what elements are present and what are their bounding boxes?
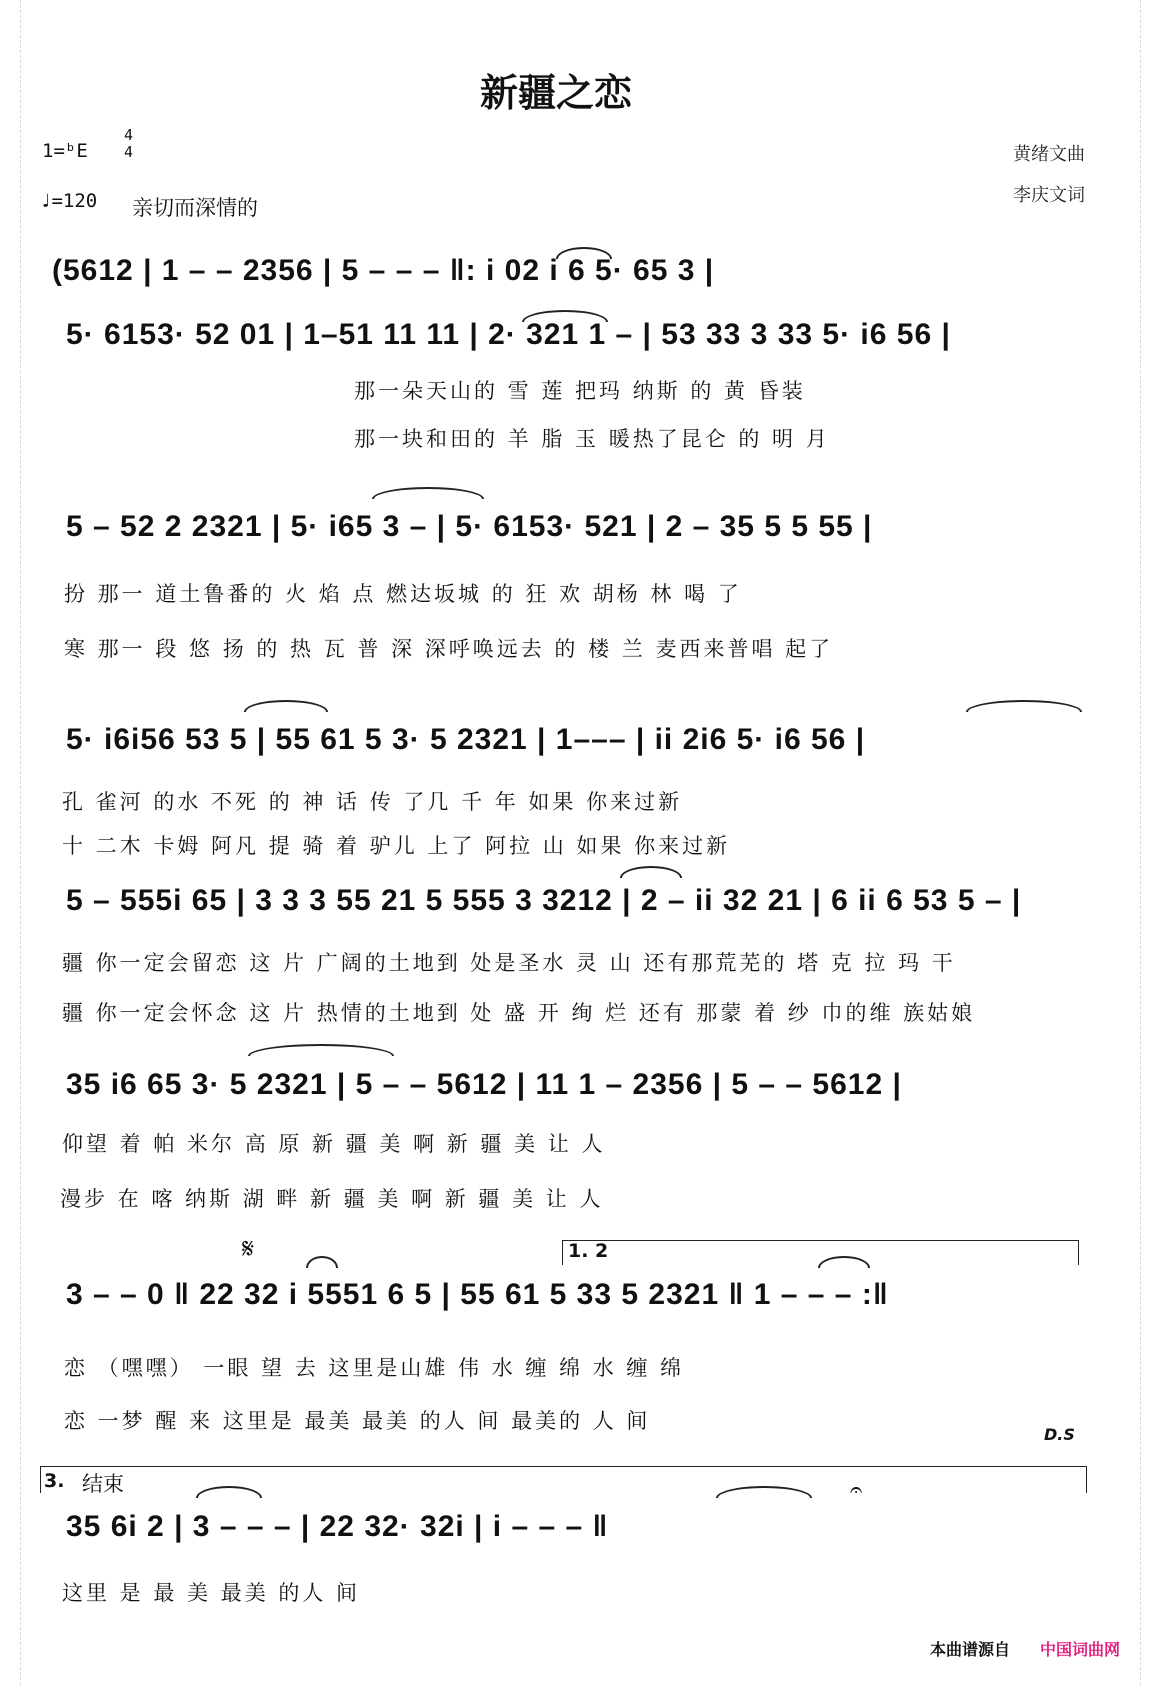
score-line-7: 3 – – 0 ‖ 22 32 i 5551 6 5 | 55 61 5 33 5 2321 ‖ 1 – – – :‖: [66, 1278, 889, 1311]
left-watermark-strip: [4, 0, 21, 1685]
lyric-line-4-verse-1: 孔 雀河 的水 不死 的 神 话 传 了几 千 年 如果 你来过新: [62, 790, 683, 814]
score-line-5: 5 – 555i 65 | 3 3 3 55 21 5 555 3 3212 | 2 – ii 32 21 | 6 ii 6 53 5 – |: [66, 884, 1022, 917]
lyric-line-7-verse-1: 恋 （嘿嘿） 一眼 望 去 这里是山雄 伟 水 缠 绵 水 缠 绵: [64, 1356, 685, 1380]
lyric-line-8-verse-1: 这里 是 最 美 最美 的人 间: [62, 1581, 361, 1605]
lyric-line-2-verse-2: 那一块和田的 羊 脂 玉 暖热了昆仑 的 明 月: [354, 427, 830, 451]
lyric-line-3-verse-1: 扮 那一 道土鲁番的 火 焰 点 燃达坂城 的 狂 欢 胡杨 林 喝 了: [64, 582, 742, 606]
lyric-line-5-verse-1: 疆 你一定会留恋 这 片 广阔的土地到 处是圣水 灵 山 还有那荒芜的 塔 克 拉 玛 干: [62, 951, 956, 975]
slur-mark: [556, 247, 612, 259]
segno-sign: 𝄋: [242, 1232, 255, 1265]
fermata-icon: 𝄐: [850, 1478, 863, 1503]
right-watermark-strip: [1140, 0, 1157, 1685]
score-line-6: 35 i6 65 3· 5 2321 | 5 – – 5612 | 11 1 – 2356 | 5 – – 5612 |: [66, 1068, 902, 1101]
score-line-2: 5· 6153· 52 01 | 1–51 11 11 | 2· 321 1 – | 53 33 3 33 5· i6 56 |: [66, 318, 951, 351]
lyric-line-6-verse-2: 漫步 在 喀 纳斯 湖 畔 新 疆 美 啊 新 疆 美 让 人: [60, 1187, 604, 1211]
lyricist-credit: 李庆文词: [1013, 185, 1085, 206]
lyric-line-2-verse-1: 那一朵天山的 雪 莲 把玛 纳斯 的 黄 昏装: [354, 379, 806, 403]
slur-mark: [306, 1256, 338, 1268]
time-signature: [124, 127, 133, 161]
source-label: 本曲谱源自: [930, 1640, 1011, 1659]
slur-mark: [966, 700, 1082, 712]
ending-label: 结束: [82, 1472, 124, 1496]
tempo-mark: ♩=120: [40, 190, 98, 212]
third-ending-bracket: [40, 1466, 1087, 1493]
song-title: 新疆之恋: [480, 71, 633, 115]
source-site-link[interactable]: 中国词曲网: [1040, 1640, 1121, 1659]
slur-mark: [244, 700, 328, 712]
key-signature: 1=ᵇE: [42, 140, 88, 162]
score-line-1: (5612 | 1 – – 2356 | 5 – – – ‖: i 02 i 6 5· 65 3 |: [52, 254, 715, 287]
slur-mark: [620, 866, 682, 878]
score-line-4: 5· i6i56 53 5 | 55 61 5 3· 5 2321 | 1––– | ii 2i6 5· i6 56 |: [66, 723, 866, 756]
lyric-line-7-verse-2: 恋 一梦 醒 来 这里是 最美 最美 的人 间 最美的 人 间: [64, 1409, 651, 1433]
time-signature-bottom: 4: [124, 143, 134, 161]
expression-mark: 亲切而深情的: [132, 196, 258, 220]
slur-mark: [248, 1044, 394, 1056]
score-line-8: 35 6i 2 | 3 – – – | 22 32· 32i | i – – – ‖: [66, 1510, 609, 1543]
lyric-line-3-verse-2: 寒 那一 段 悠 扬 的 热 瓦 普 深 深呼唤远去 的 楼 兰 麦西来普唱 起了: [64, 637, 834, 661]
score-line-3: 5 – 52 2 2321 | 5· i65 3 – | 5· 6153· 521 | 2 – 35 5 5 55 |: [66, 510, 873, 543]
composer-credit: 黄绪文曲: [1013, 144, 1085, 165]
time-signature-top: 4: [124, 126, 134, 144]
lyric-line-6-verse-1: 仰望 着 帕 米尔 高 原 新 疆 美 啊 新 疆 美 让 人: [62, 1132, 606, 1156]
first-ending-label: 1. 2: [568, 1240, 609, 1262]
lyric-line-4-verse-2: 十 二木 卡姆 阿凡 提 骑 着 驴儿 上了 阿拉 山 如果 你来过新: [62, 834, 731, 858]
slur-mark: [372, 487, 484, 499]
third-ending-label: 3.: [44, 1470, 65, 1492]
slur-mark: [522, 310, 608, 322]
lyric-line-5-verse-2: 疆 你一定会怀念 这 片 热情的土地到 处 盛 开 绚 烂 还有 那蒙 着 纱 巾的维 族姑娘: [62, 1001, 976, 1025]
dal-segno-mark: D.S: [1044, 1425, 1075, 1444]
